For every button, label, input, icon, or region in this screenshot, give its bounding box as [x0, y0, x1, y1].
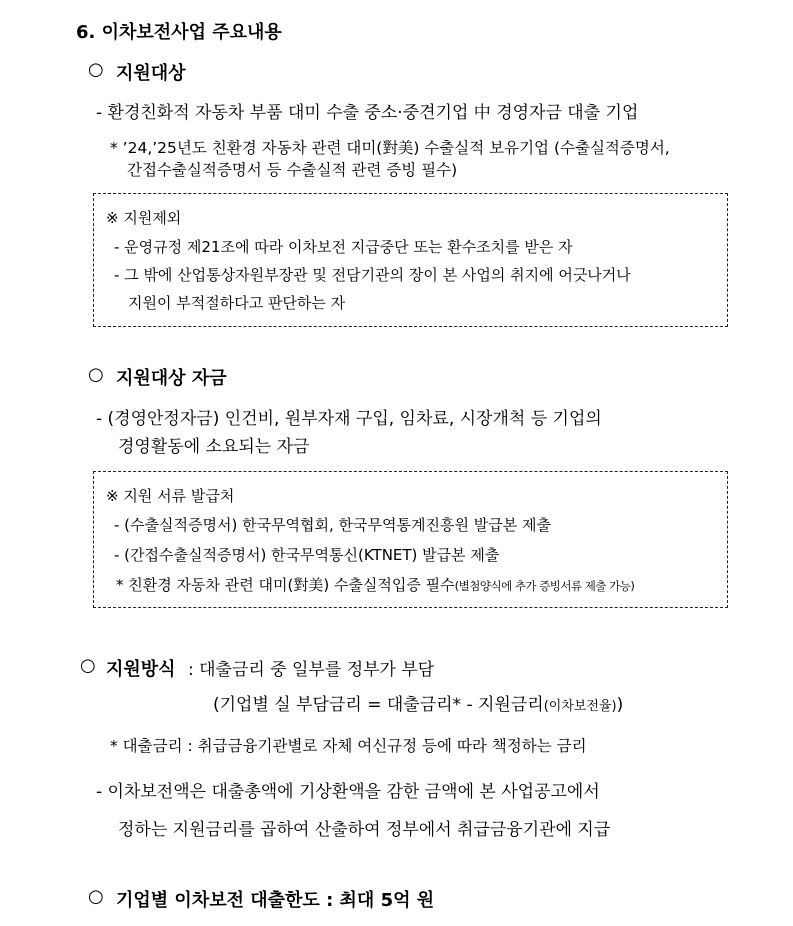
- method-formula-small: (이차보전율): [543, 699, 617, 714]
- docs-item1: - (수출실적증명서) 한국무역협회, 한국무역통계진흥원 발급본 제출: [114, 516, 551, 534]
- exclusion-item2-line1: - 그 밖에 산업통상자원부장관 및 전담기관의 장이 본 사업의 취지에 어긋나거나: [114, 266, 631, 284]
- limit-heading: 기업별 이차보전 대출한도 : 최대 5억 원: [116, 890, 435, 911]
- docs-title: ※ 지원 서류 발급처: [106, 487, 235, 505]
- exclusion-item1: - 운영규정 제21조에 따라 이차보전 지급중단 또는 환수조치를 받은 자: [114, 238, 573, 256]
- docs-item2: - (간접수출실적증명서) 한국무역통신(KTNET) 발급본 제출: [114, 546, 500, 564]
- funds-line1: - (경영안정자금) 인건비, 원부자재 구입, 임차료, 시장개척 등 기업의: [96, 409, 602, 429]
- docs-item3-main: * 친환경 자동차 관련 대미(對美) 수출실적입증 필수: [116, 576, 455, 594]
- method-text: : 대출금리 중 일부를 정부가 부담: [188, 660, 435, 680]
- method-note: * 대출금리 : 취급금융기관별로 자체 여신규정 등에 따라 책정하는 금리: [110, 737, 587, 755]
- docs-item3: [116, 574, 634, 595]
- docs-box: [93, 471, 728, 608]
- funds-line2: 경영활동에 소요되는 자금: [118, 437, 310, 457]
- target-note-line1: * ’24,’25년도 친환경 자동차 관련 대미(對美) 수출실적 보유기업 (수출실적증명서,: [110, 139, 670, 157]
- method-formula-main: (기업별 실 부담금리 = 대출금리* - 지원금리: [213, 695, 544, 715]
- exclusion-item2-line2: 지원이 부적절하다고 판단하는 자: [128, 294, 346, 312]
- target-note-line2: 간접수출실적증명서 등 수출실적 관련 증빙 필수): [127, 161, 458, 179]
- section-title: 6. 이차보전사업 주요내용: [76, 22, 282, 43]
- method-heading: 지원방식: [106, 659, 176, 680]
- target-heading: 지원대상: [116, 63, 186, 84]
- target-marker: ○: [88, 59, 104, 80]
- method-marker: ○: [80, 655, 96, 676]
- docs-item3-small: (별첨양식에 추가 증빙서류 제출 가능): [454, 579, 635, 593]
- limit-marker: ○: [88, 886, 104, 907]
- target-line: - 환경친화적 자동차 부품 대미 수출 중소·중견기업 中 경영자금 대출 기업: [96, 103, 639, 123]
- method-detail-line1: - 이차보전액은 대출총액에 기상환액을 감한 금액에 본 사업공고에서: [96, 782, 600, 802]
- funds-heading: 지원대상 자금: [116, 368, 227, 389]
- exclusion-title: ※ 지원제외: [106, 209, 182, 227]
- method-formula: [213, 690, 623, 715]
- method-detail-line2: 정하는 지원금리를 곱하여 산출하여 정부에서 취급금융기관에 지급: [118, 820, 611, 840]
- exclusion-box: [93, 193, 728, 327]
- method-formula-end: ): [616, 695, 624, 715]
- funds-marker: ○: [88, 364, 104, 385]
